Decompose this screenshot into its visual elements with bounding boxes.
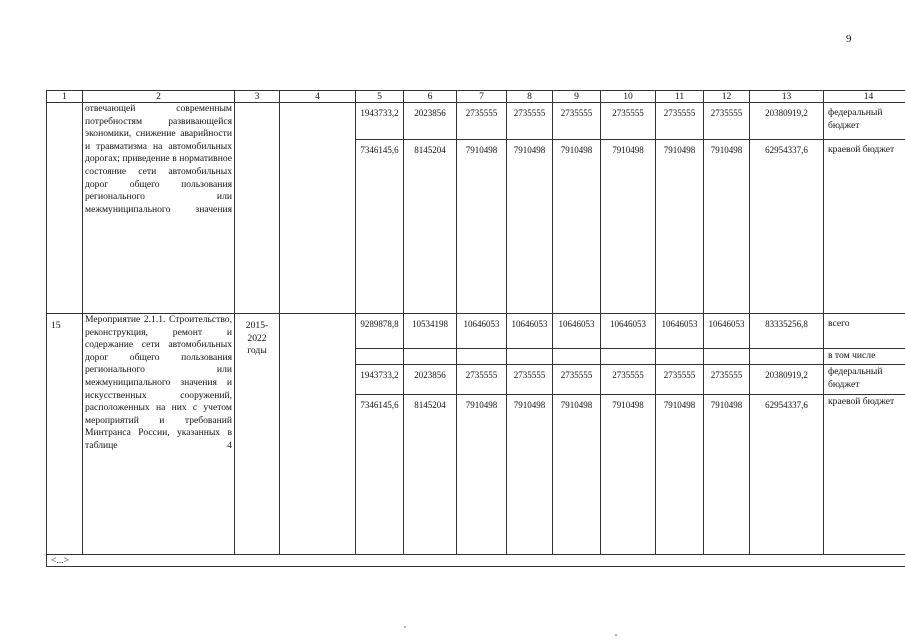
amount-cell: 2735555 [656, 103, 704, 140]
amount-cell: 2735555 [704, 103, 750, 140]
table-row [47, 103, 905, 140]
funding-source: краевой бюджет [824, 395, 905, 555]
empty-cell [457, 349, 507, 365]
amount-cell: 1943733,2 [356, 103, 404, 140]
column-number-header [47, 91, 905, 103]
col-number: 11 [656, 91, 704, 103]
amount-cell: 10646053 [457, 314, 507, 349]
col-number: 9 [553, 91, 601, 103]
total-amount-cell: 83335256,8 [750, 314, 824, 349]
funding-source: краевой бюджет [824, 140, 905, 314]
total-amount-cell: 62954337,6 [750, 140, 824, 314]
table-row [47, 555, 905, 567]
amount-cell: 2735555 [553, 103, 601, 140]
amount-cell: 7910498 [601, 395, 656, 555]
amount-cell: 7346145,6 [356, 395, 404, 555]
amount-cell: 10646053 [507, 314, 553, 349]
amount-cell: 7910498 [507, 140, 553, 314]
amount-cell: 1943733,2 [356, 365, 404, 395]
amount-cell: 7910498 [704, 395, 750, 555]
row-executor-cell [280, 314, 356, 555]
col-number: 13 [750, 91, 824, 103]
empty-cell [507, 349, 553, 365]
funding-source: в том числе [824, 349, 905, 365]
row-executor-cell [280, 103, 356, 314]
amount-cell: 2735555 [601, 103, 656, 140]
amount-cell: 2735555 [507, 103, 553, 140]
funding-source: федеральный бюджет [824, 103, 905, 140]
col-number: 3 [235, 91, 280, 103]
scan-speck [404, 626, 406, 628]
amount-cell: 8145204 [404, 140, 457, 314]
col-number: 7 [457, 91, 507, 103]
amount-cell: 10646053 [656, 314, 704, 349]
amount-cell: 2735555 [704, 365, 750, 395]
empty-cell [704, 349, 750, 365]
amount-cell: 7910498 [704, 140, 750, 314]
empty-cell [404, 349, 457, 365]
amount-cell: 7910498 [553, 140, 601, 314]
amount-cell: 2735555 [457, 365, 507, 395]
amount-cell: 2023856 [404, 103, 457, 140]
amount-cell: 2735555 [601, 365, 656, 395]
col-number: 8 [507, 91, 553, 103]
funding-source: всего [824, 314, 905, 349]
col-number: 6 [404, 91, 457, 103]
amount-cell: 7910498 [457, 140, 507, 314]
col-number: 14 [824, 91, 905, 103]
col-number: 2 [83, 91, 235, 103]
empty-cell [656, 349, 704, 365]
col-number: 5 [356, 91, 404, 103]
empty-cell [750, 349, 824, 365]
omission-marker: <...> [47, 555, 905, 567]
row-years-cell [235, 103, 280, 314]
amount-cell: 7910498 [656, 395, 704, 555]
funding-source: федеральный бюджет [824, 365, 905, 395]
col-number: 10 [601, 91, 656, 103]
page-number: 9 [846, 33, 852, 45]
row-index-cell [47, 103, 83, 314]
amount-cell: 10534198 [404, 314, 457, 349]
row-index: 15 [47, 314, 83, 555]
amount-cell: 2735555 [457, 103, 507, 140]
amount-cell: 2735555 [507, 365, 553, 395]
total-amount-cell: 20380919,2 [750, 103, 824, 140]
amount-cell: 2735555 [553, 365, 601, 395]
amount-cell: 7910498 [656, 140, 704, 314]
budget-table [46, 90, 905, 567]
col-number: 12 [704, 91, 750, 103]
amount-cell: 7910498 [457, 395, 507, 555]
scan-speck [615, 634, 617, 636]
empty-cell [553, 349, 601, 365]
amount-cell: 10646053 [704, 314, 750, 349]
total-amount-cell: 62954337,6 [750, 395, 824, 555]
amount-cell: 7346145,6 [356, 140, 404, 314]
col-number: 4 [280, 91, 356, 103]
amount-cell: 9289878,8 [356, 314, 404, 349]
amount-cell: 8145204 [404, 395, 457, 555]
row-description: Мероприятие 2.1.1. Строительство, реконструкция, ремонт и содержание сети автомобильных дорог общего пользования регионального или межмуниципального значения и искусственных сооружений, расположенных на них с учетом мероприятий и требований Минтранса России, указанных в таблице 4 [83, 314, 235, 555]
col-number: 1 [47, 91, 83, 103]
table-row [47, 314, 905, 349]
row-years: 2015-2022 годы [235, 314, 280, 555]
empty-cell [356, 349, 404, 365]
amount-cell: 7910498 [553, 395, 601, 555]
total-amount-cell: 20380919,2 [750, 365, 824, 395]
amount-cell: 10646053 [553, 314, 601, 349]
amount-cell: 2735555 [656, 365, 704, 395]
row-description: отвечающей современным потребностям развивающейся экономики, снижение аварийности и травматизма на автомобильных дорогах; приведение в нормативное состояние сети автомобильных дорог общего пользования регионального или межмуниципального значения [83, 103, 235, 314]
amount-cell: 7910498 [601, 140, 656, 314]
empty-cell [601, 349, 656, 365]
amount-cell: 7910498 [507, 395, 553, 555]
amount-cell: 2023856 [404, 365, 457, 395]
amount-cell: 10646053 [601, 314, 656, 349]
